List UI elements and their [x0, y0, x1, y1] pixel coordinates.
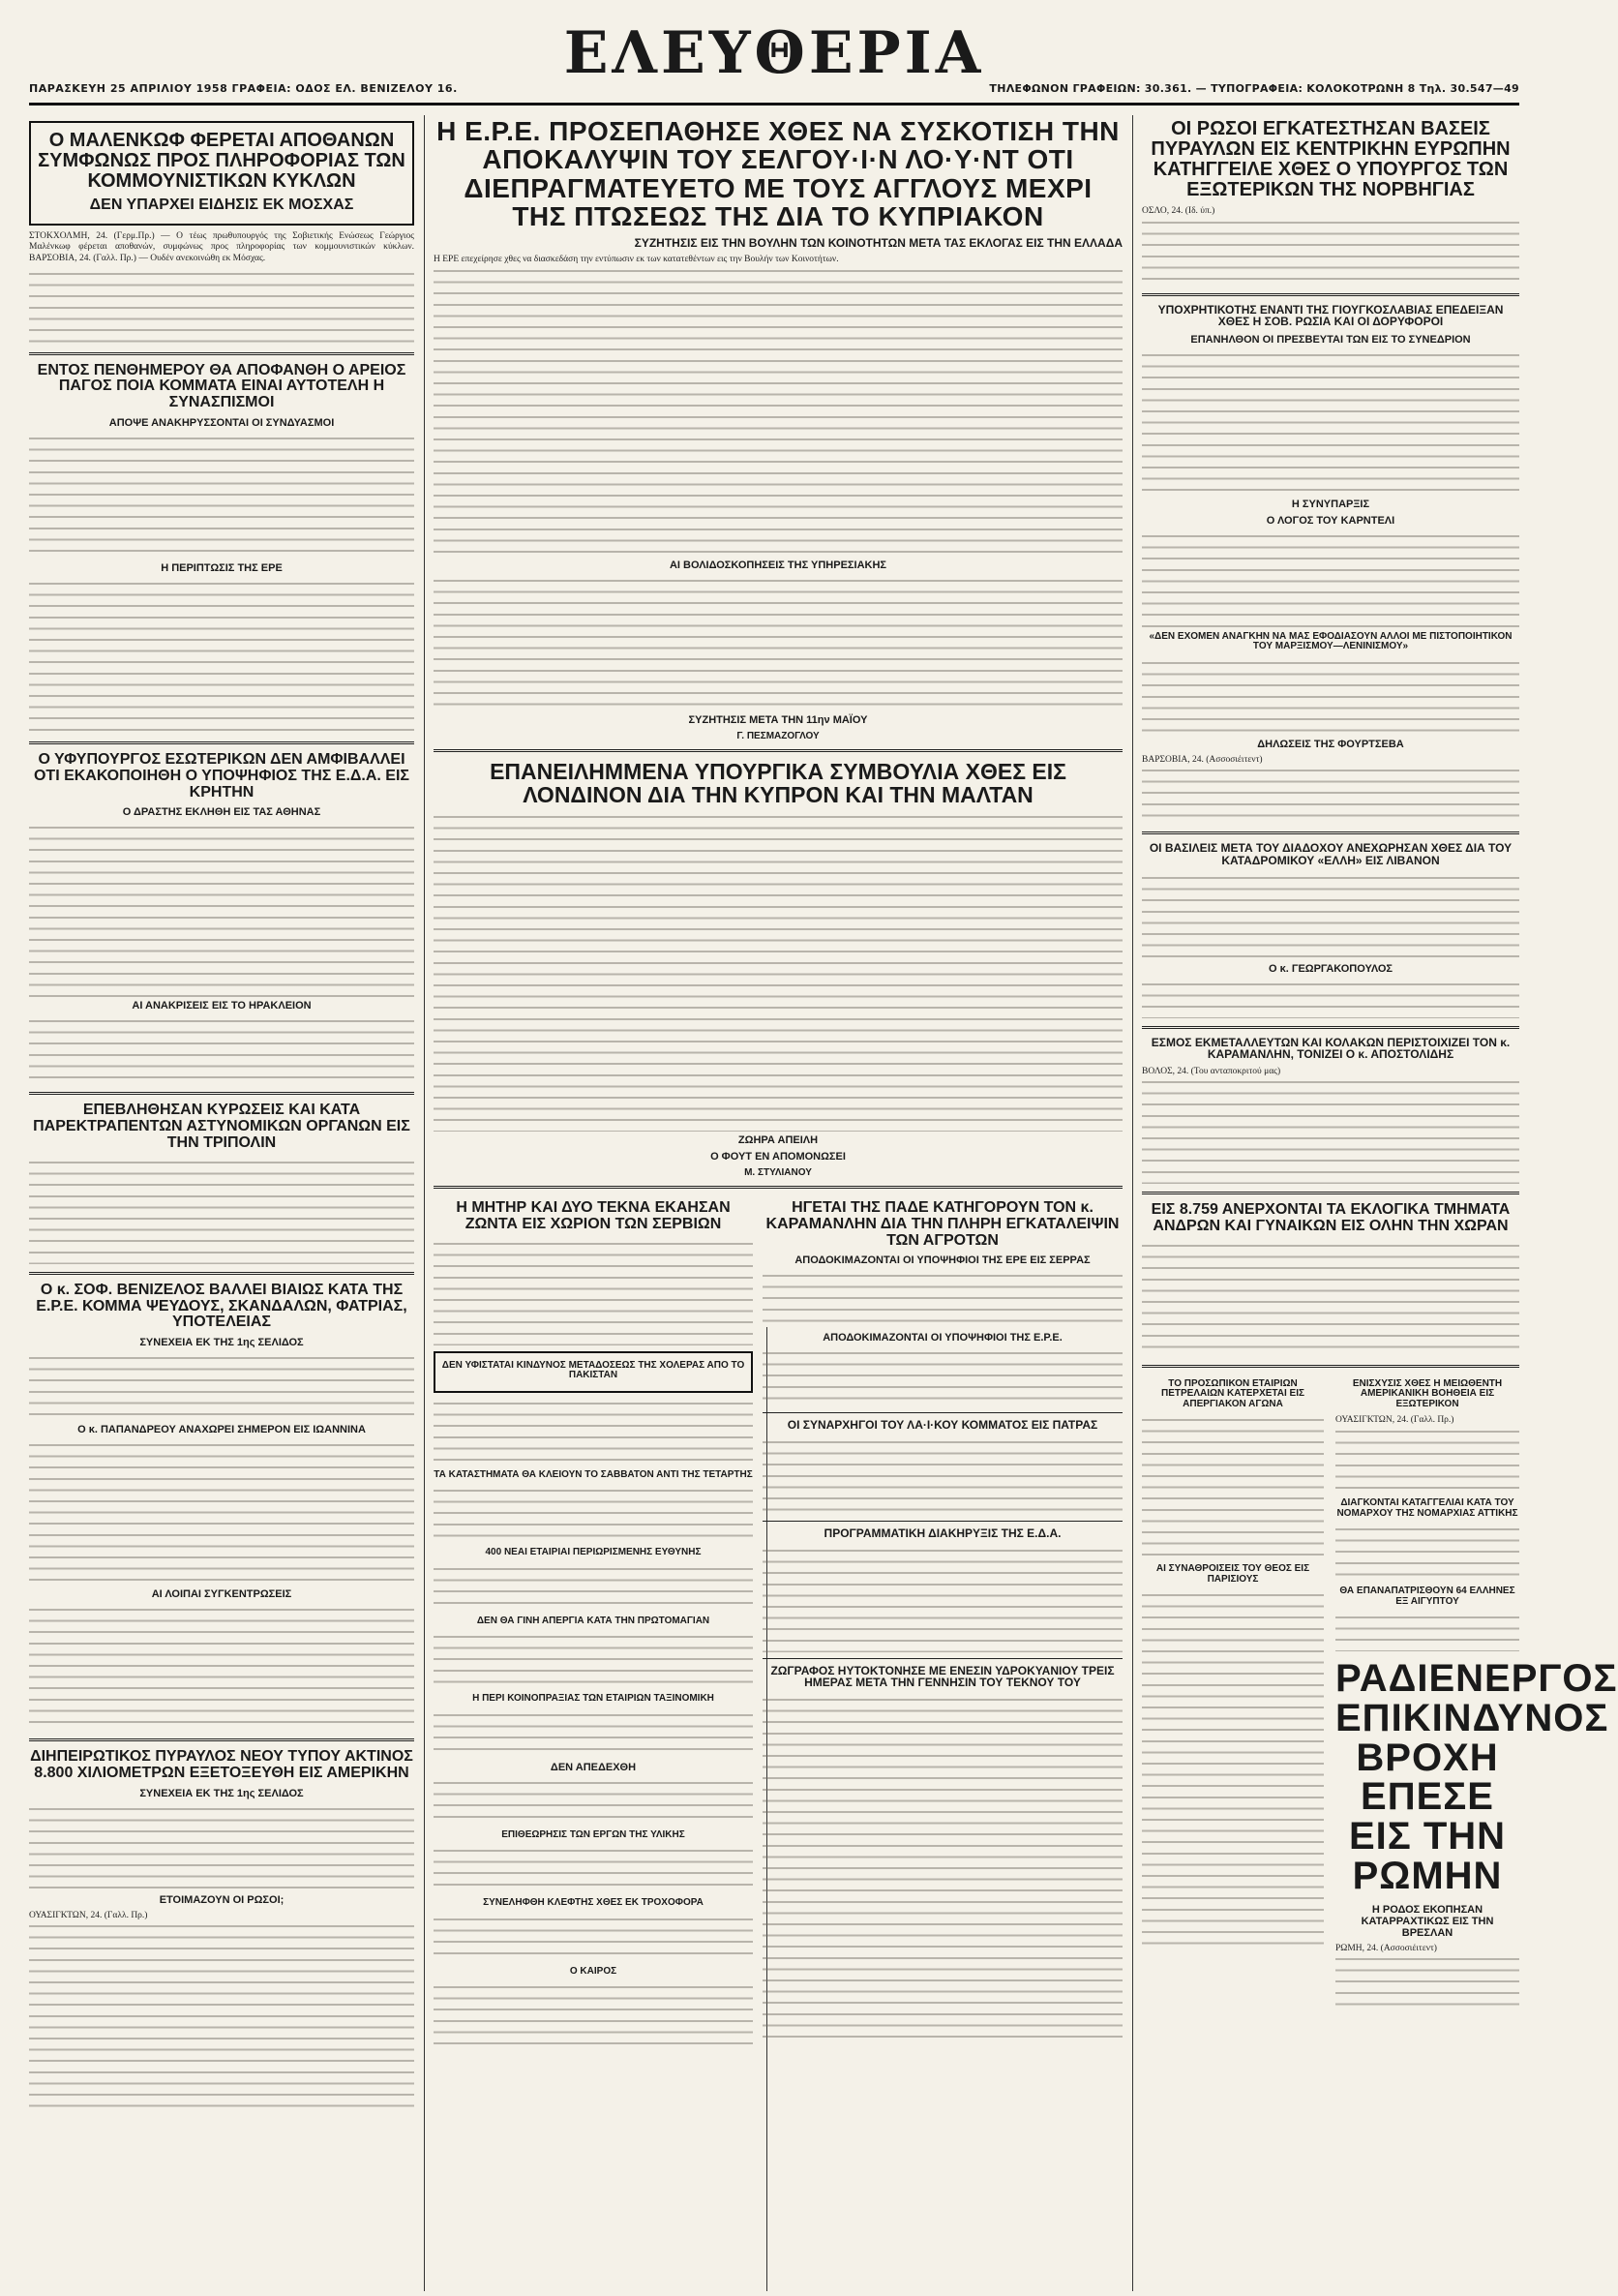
subheadline: ΕΠΑΝΗΛΘΟΝ ΟΙ ΠΡΕΣΒΕΥΤΑΙ ΤΩΝ ΕΙΣ ΤΟ ΣΥΝΕΔΡΙΟΝ [1190, 333, 1471, 346]
phone-numbers: ΤΗΛΕΦΩΝΟΝ ΓΡΑΦΕΙΩΝ: 30.361. — ΤΥΠΟΓΡΑΦΕΙΑ: ΚΟΛΟΚΟΤΡΩΝΗ 8 Τηλ. 30.547—49 [989, 82, 1519, 95]
center-lower-left [434, 1196, 753, 2050]
dateline: ΒΑΡΣΟΒΙΑ, 24. (Ασσοσιέιτεντ) [1142, 754, 1263, 765]
headline-inspection: ΕΠΙΘΕΩΡΗΣΙΣ ΤΩΝ ΕΡΓΩΝ ΤΗΣ ΥΛΙΚΗΣ [501, 1828, 685, 1840]
article-body [29, 1921, 414, 2115]
headline-cholera: ΔΕΝ ΥΦΙΣΤΑΤΑΙ ΚΙΝΔΥΝΟΣ ΜΕΤΑΔΟΣΕΩΣ ΤΗΣ ΧΟΛΕΡΑΣ ΑΠΟ ΤΟ ΠΑΚΙΣΤΑΝ [441, 1359, 745, 1381]
article-body [434, 812, 1123, 1132]
headline-missile: ΔΙΗΠΕΙΡΩΤΙΚΟΣ ΠΥΡΑΥΛΟΣ ΝΕΟΥ ΤΥΠΟΥ ΑΚΤΙΝΟΣ 8.800 ΧΙΛΙΟΜΕΤΡΩΝ ΕΞΕΤΟΞΕΥΘΗ ΕΙΣ ΑΜΕΡΙΚΗΝ [30, 1748, 413, 1781]
headline-thief: ΣΥΝΕΛΗΦΘΗ ΚΛΕΦΤΗΣ ΧΘΕΣ ΕΚ ΤΡΟΧΟΦΟΡΑ [483, 1897, 704, 1909]
subheadline: ΖΩΗΡΑ ΑΠΕΙΛΗ [737, 1134, 819, 1147]
article-body [434, 1239, 753, 1345]
article-body [763, 1271, 1123, 1329]
dateline: ΟΣΛΟ, 24. (Ιδ. ύπ.) [1142, 206, 1215, 216]
article-body [1142, 980, 1519, 1018]
headline-eda: ΠΡΟΓΡΑΜΜΑΤΙΚΗ ΔΙΑΚΗΡΥΞΙΣ ΤΗΣ Ε.Δ.Α. [824, 1526, 1062, 1541]
headline-weather: Ο ΚΑΙΡΟΣ [569, 1965, 617, 1977]
subheadline-malenkov: ΔΕΝ ΥΠΑΡΧΕΙ ΕΙΔΗΣΙΣ ΕΚ ΜΟΣΧΑΣ [89, 196, 354, 213]
subheadline: ΕΤΟΙΜΑΖΟΥΝ ΟΙ ΡΩΣΟΙ; [159, 1893, 285, 1906]
article-body [1142, 531, 1519, 628]
headline-kings: ΟΙ ΒΑΣΙΛΕΙΣ ΜΕΤΑ ΤΟΥ ΔΙΑΔΟΧΟΥ ΑΝΕΧΩΡΗΣΑΝ ΧΘΕΣ ΔΙΑ ΤΟΥ ΚΑΤΑΔΡΟΜΙΚΟΥ «ΕΛΛΗ» ΕΙΣ ΛΙΒΑΝΟΝ [1149, 841, 1513, 867]
article-body [1335, 1954, 1519, 2012]
issue-date-address: ΠΑΡΑΣΚΕΥΗ 25 ΑΠΡΙΛΙΟΥ 1958 ΓΡΑΦΕΙΑ: ΟΔΟΣ ΕΛ. ΒΕΝΙΖΕΛΟΥ 16. [29, 82, 458, 95]
subheadline: ΑΠΟΔΟΚΙΜΑΖΟΝΤΑΙ ΟΙ ΥΠΟΨΗΦΙΟΙ ΤΗΣ ΕΡΕ ΕΙΣ ΣΕΡΡΑΣ [794, 1254, 1091, 1267]
subheadline: ΣΥΝΕΧΕΙΑ ΕΚ ΤΗΣ 1ης ΣΕΛΙΔΟΣ [139, 1337, 304, 1349]
headline-malenkov: Ο ΜΑΛΕΝΚΩΦ ΦΕΡΕΤΑΙ ΑΠΟΘΑΝΩΝ ΣΥΜΦΩΝΩΣ ΠΡΟΣ ΠΛΗΡΟΦΟΡΙΑΣ ΤΩΝ ΚΟΜΜΟΥΝΙΣΤΙΚΩΝ ΚΥΚΛΩΝ [38, 130, 405, 192]
byline: Μ. ΣΤΥΛΙΑΝΟΥ [744, 1167, 812, 1179]
subheadline: ΑΙ ΑΝΑΚΡΙΣΕΙΣ ΕΙΣ ΤΟ ΗΡΑΚΛΕΙΟΝ [132, 1000, 312, 1012]
main-subheadline: ΣΥΖΗΤΗΣΙΣ ΕΙΣ ΤΗΝ ΒΟΥΛΗΝ ΤΩΝ ΚΟΙΝΟΤΗΤΩΝ ΜΕΤΑ ΤΑΣ ΕΚΛΟΓΑΣ ΕΙΣ ΤΗΝ ΕΛΛΑΔΑ [634, 235, 1123, 250]
dateline: ΒΟΛΟΣ, 24. (Του ανταποκριτού μας) [1142, 1066, 1281, 1076]
center-lower [434, 1196, 1123, 2281]
article-body [29, 1440, 414, 1586]
subheadline: ΑΙ ΛΟΙΠΑΙ ΣΥΓΚΕΝΤΡΩΣΕΙΣ [151, 1588, 292, 1601]
byline: Γ. ΠΕΣΜΑΖΟΓΛΟΥ [736, 730, 820, 741]
main-lead: Η ΕΡΕ επεχείρησε χθες να διασκεδάση την εντύπωσιν εκ των κατατεθέντων εις την Βουλήν των Κοινοτήτων. [434, 255, 839, 265]
article-body [29, 1353, 414, 1421]
center-lower-right [763, 1196, 1123, 2043]
article-body [434, 1778, 753, 1827]
headline-crete: Ο ΥΦΥΠΟΥΡΓΟΣ ΕΣΩΤΕΡΙΚΩΝ ΔΕΝ ΑΜΦΙΒΑΛΛΕΙ ΟΤΙ ΕΚΑΚΟΠΟΙΗΘΗ Ο ΥΠΟΨΗΦΙΟΣ ΤΗΣ Ε.Δ.Α. ΕΙΣ ΚΡΗΤΗΝ [33, 750, 410, 801]
article-body [1335, 1613, 1519, 1651]
subheadline: Η ΠΕΡΙΠΤΩΣΙΣ ΤΗΣ ΕΡΕ [161, 561, 283, 574]
headline-nomarch: ΔΙΑΓΚΟΝΤΑΙ ΚΑΤΑΓΓΕΛΙΑΙ ΚΑΤΑ ΤΟΥ ΝΟΜΑΡΧΟΥ ΤΗΣ ΝΟΜΑΡΧΙΑΣ ΑΤΤΙΚΗΣ [1336, 1497, 1518, 1519]
article-body [1142, 873, 1519, 960]
article-body [1335, 1525, 1519, 1583]
article-body [763, 1348, 1123, 1406]
article-body [29, 269, 414, 345]
center-column [434, 115, 1123, 2291]
headline-companies: 400 ΝΕΑΙ ΕΤΑΙΡΙΑΙ ΠΕΡΙΩΡΙΣΜΕΝΗΣ ΕΥΘΥΝΗΣ [485, 1547, 702, 1558]
article-body [1335, 1427, 1519, 1495]
subheadline: ΣΥΖΗΤΗΣΙΣ ΜΕΤΑ ΤΗΝ 11ην ΜΑΪΟΥ [688, 713, 868, 726]
article-body [434, 1486, 753, 1544]
subheadline: Ο κ. ΓΕΩΡΓΑΚΟΠΟΥΛΟΣ [1268, 962, 1393, 975]
column-rule [1132, 115, 1133, 2291]
headline-strike: ΔΕΝ ΘΑ ΓΙΝΗ ΑΠΕΡΓΙΑ ΚΑΤΑ ΤΗΝ ΠΡΩΤΟΜΑΓΙΑΝ [476, 1615, 710, 1626]
subheadline: Ο ΛΟΓΟΣ ΤΟΥ ΚΑΡΝΤΕΛΙ [1266, 514, 1395, 527]
headline-aid: ΕΝΙΣΧΥΣΙΣ ΧΘΕΣ Η ΜΕΙΩΘΕΝΤΗ ΑΜΕΡΙΚΑΝΙΚΗ ΒΟΗΘΕΙΑ ΕΙΣ ΕΞΩΤΕΡΙΚΟΝ [1352, 1377, 1503, 1409]
headline-cabinet: ΕΠΑΝΕΙΛΗΜΜΕΝΑ ΥΠΟΥΡΓΙΚΑ ΣΥΜΒΟΥΛΙΑ ΧΘΕΣ ΕΙΣ ΛΟΝΔΙΝΟΝ ΔΙΑ ΤΗΝ ΚΥΠΡΟΝ ΚΑΙ ΤΗΝ ΜΑΛΤΑΝ [490, 758, 1066, 807]
article-body [1142, 1590, 1324, 1949]
headline-shops: ΤΑ ΚΑΤΑΣΤΗΜΑΤΑ ΘΑ ΚΛΕΙΟΥΝ ΤΟ ΣΑΒΒΑΤΟΝ ΑΝΤΙ ΤΗΣ ΤΕΤΑΡΤΗΣ [434, 1468, 753, 1480]
subheadline: Ο κ. ΠΑΠΑΝΔΡΕΟΥ ΑΝΑΧΩΡΕΙ ΣΗΜΕΡΟΝ ΕΙΣ ΙΩΑΝΝΙΝΑ [77, 1424, 366, 1436]
subheadline: Η ΣΥΝΥΠΑΡΞΙΣ [1291, 498, 1370, 510]
article-body [1142, 766, 1519, 824]
headline-taxi: Η ΠΕΡΙ ΚΟΙΝΟΠΡΑΞΙΑΣ ΤΩΝ ΕΤΑΙΡΙΩΝ ΤΑΞΙΝΟΜΙΚΗ [472, 1693, 714, 1705]
subheadline: ΔΗΛΩΣΕΙΣ ΤΗΣ ΦΟΥΡΤΣΕΒΑ [1257, 738, 1404, 750]
subheadline: ΣΥΝΕΧΕΙΑ ΕΚ ΤΗΣ 1ης ΣΕΛΙΔΟΣ [139, 1787, 304, 1799]
article-text: ΣΤΟΚΧΟΛΜΗ, 24. (Γερμ.Πρ.) — Ο τέως πρωθυπουργός της Σοβιετικής Ενώσεως Γεώργιος Μαλένκωφ φέρεται αποθανών, συμφώνως προς πληροφορίας των κομμουνιστικών κύκλων. ΒΑΡΣΟΒΙΑ, 24. (Γαλλ. Πρ.) — Ουδέν ανεκοινώθη εκ Μόσχας. [29, 230, 414, 263]
dateline: ΡΩΜΗ, 24. (Ασσοσιέιτεντ) [1335, 1943, 1437, 1953]
headline-mother-children: Η ΜΗΤΗΡ ΚΑΙ ΔΥΟ ΤΕΚΝΑ ΕΚΑΗΣΑΝ ΖΩΝΤΑ ΕΙΣ ΧΩΡΙΟΝ ΤΩΝ ΣΕΡΒΙΩΝ [456, 1199, 731, 1232]
headline-patras: ΟΙ ΣΥΝΑΡΧΗΓΟΙ ΤΟΥ ΛΑ·Ι·ΚΟΥ ΚΟΜΜΑΤΟΣ ΕΙΣ ΠΑΤΡΑΣ [787, 1418, 1098, 1433]
main-article-body [434, 576, 1123, 711]
subheadline: ΑΠΟΨΕ ΑΝΑΚΗΡΥΣΣΟΝΤΑΙ ΟΙ ΣΥΝΔΥΑΣΜΟΙ [108, 416, 335, 429]
headline-venizelos: Ο κ. ΣΟΦ. ΒΕΝΙΖΕΛΟΣ ΒΑΛΛΕΙ ΒΙΑΙΩΣ ΚΑΤΑ ΤΗΣ Ε.Ρ.Ε. ΚΟΜΜΑ ΨΕΥΔΟΥΣ, ΣΚΑΝΔΑΛΩΝ, ΦΑΤΡΙΑΣ, ΥΠΟΤΕΛΕΙΑΣ [36, 1281, 407, 1331]
article-malenkov [29, 121, 414, 226]
article-body [434, 1564, 753, 1613]
article-body [434, 1982, 753, 2050]
masthead [29, 14, 1519, 106]
article-body [434, 1399, 753, 1466]
headline-yugoslavia: ΥΠΟΧΡΗΤΙΚΟΤΗΣ ΕΝΑΝΤΙ ΤΗΣ ΓΙΟΥΓΚΟΣΛΑΒΙΑΣ ΕΠΕΔΕΙΞΑΝ ΧΘΕΣ Η ΣΟΒ. ΡΩΣΙΑ ΚΑΙ ΟΙ ΔΟΡΥΦΟΡΟΙ [1157, 302, 1504, 329]
article-body [434, 1710, 753, 1759]
right-lower-right [1335, 1375, 1618, 2012]
right-lower-left [1142, 1375, 1324, 1949]
main-headline: Η Ε.Ρ.Ε. ΠΡΟΣΕΠΑΘΗΣΕ ΧΘΕΣ ΝΑ ΣΥΣΚΟΤΙΣΗ ΤΗΝ ΑΠΟΚΑΛΥΨΙΝ ΤΟΥ ΣΕΛΓΟΥ·Ι·Ν ΛΟ·Υ·ΝΤ ΟΤΙ ΔΙΕΠΡΑΓΜΑΤΕΥΕΤΟ ΜΕ ΤΟΥΣ ΑΓΓΛΟΥΣ ΜΕΧΡΙ ΤΗΣ ΠΤΩΣΕΩΣ ΤΗΣ ΔΙΑ ΤΟ ΚΥΠΡΙΑΚΟΝ [436, 116, 1120, 232]
subheadline: Η ΡΟΔΟΣ ΕΚΟΠΗΣΑΝ ΚΑΤΑΡΡΑΧΤΙΚΩΣ ΕΙΣ ΤΗΝ ΒΡΕΣΛΑΝ [1361, 1903, 1494, 1939]
headline-apostolidis: ΕΣΜΟΣ ΕΚΜΕΤΑΛΛΕΥΤΩΝ ΚΑΙ ΚΟΛΑΚΩΝ ΠΕΡΙΣΤΟΙΧΙΖΕΙ ΤΟΝ κ. ΚΑΡΑΜΑΝΛΗΝ, ΤΟΝΙΖΕΙ Ο κ. ΑΠΟΣΤΟΛΙΔΗΣ [1151, 1035, 1511, 1062]
newspaper-title: ΕΛΕΥΘΕΡΙΑ [563, 19, 985, 87]
subheadline: ΔΕΝ ΑΠΕΔΕΧΘΗ [550, 1761, 637, 1773]
article-body [29, 1605, 414, 1731]
article-body [29, 823, 414, 997]
headline-election-sections: ΕΙΣ 8.759 ΑΝΕΡΧΟΝΤΑΙ ΤΑ ΕΚΛΟΓΙΚΑ ΤΜΗΜΑΤΑ ΑΝΔΡΩΝ ΚΑΙ ΓΥΝΑΙΚΩΝ ΕΙΣ ΟΛΗΝ ΤΗΝ ΧΩΡΑΝ [1151, 1201, 1511, 1235]
dateline: ΟΥΑΣΙΓΚΤΩΝ, 24. (Γαλλ. Πρ.) [1335, 1415, 1454, 1426]
headline-padE: ΗΓΕΤΑΙ ΤΗΣ ΠΑΔΕ ΚΑΤΗΓΟΡΟΥΝ ΤΟΝ κ. ΚΑΡΑΜΑΝΛΗΝ ΔΙΑ ΤΗΝ ΠΛΗΡΗ ΕΓΚΑΤΑΛΕΙΨΙΝ ΤΩΝ ΑΓΡΟΤΩΝ [765, 1199, 1120, 1249]
article-body [29, 434, 414, 559]
article-body [763, 1437, 1123, 1515]
article-body [1142, 218, 1519, 286]
article-body [1142, 1415, 1324, 1560]
article-body [763, 1695, 1123, 2043]
article-body [29, 1016, 414, 1084]
dateline: ΟΥΑΣΙΓΚΤΩΝ, 24. (Γαλλ. Πρ.) [29, 1910, 148, 1920]
article-body [763, 1546, 1123, 1652]
subheadline: ΑΠΟΔΟΚΙΜΑΖΟΝΤΑΙ ΟΙ ΥΠΟΨΗΦΙΟΙ ΤΗΣ Ε.Ρ.Ε. [823, 1332, 1063, 1344]
headline-oil-strike: ΤΟ ΠΡΟΣΩΠΙΚΟΝ ΕΤΑΙΡΙΩΝ ΠΕΤΡΕΛΑΙΩΝ ΚΑΤΕΡΧΕΤΑΙ ΕΙΣ ΑΠΕΡΓΙΑΚΟΝ ΑΓΩΝΑ [1160, 1377, 1305, 1409]
main-article-body [434, 266, 1123, 557]
article-body [1142, 1077, 1519, 1184]
subheadline: ΑΙ ΒΟΛΙΔΟΣΚΟΠΗΣΕΙΣ ΤΗΣ ΥΠΗΡΕΣΙΑΚΗΣ [669, 559, 887, 571]
article-body [434, 1632, 753, 1690]
article-body [29, 579, 414, 734]
column-rule [424, 115, 425, 2291]
right-column [1142, 115, 1618, 2291]
article-body [434, 1915, 753, 1963]
headline-theos: ΑΙ ΣΥΝΑΘΡΟΙΣΕΙΣ ΤΟΥ ΘΕΟΣ ΕΙΣ ΠΑΡΙΣΙΟΥΣ [1155, 1563, 1310, 1585]
subheadline: Ο ΔΡΑΣΤΗΣ ΕΚΛΗΘΗ ΕΙΣ ΤΑΣ ΑΘΗΝΑΣ [122, 806, 321, 819]
headline-areios-pagos: ΕΝΤΟΣ ΠΕΝΘΗΜΕΡΟΥ ΘΑ ΑΠΟΦΑΝΘΗ Ο ΑΡΕΙΟΣ ΠΑΓΟΣ ΠΟΙΑ ΚΟΜΜΑΤΑ ΕΙΝΑΙ ΑΥΤΟΤΕΛΗ Η ΣΥΝΑΣΠΙΣΜΟΙ [37, 361, 406, 411]
subheadline: Ο ΦΟΥΤ ΕΝ ΑΠΟΜΟΝΩΣΕΙ [710, 1151, 846, 1163]
article-body [29, 1804, 414, 1891]
article-body [29, 1158, 414, 1264]
headline-radioactive-rain: ΡΑΔΙΕΝΕΡΓΟΣ ΕΠΙΚΙΝΔΥΝΟΣ ΒΡΟΧΗ ΕΠΕΣΕ ΕΙΣ ΤΗΝ ΡΩΜΗΝ [1335, 1657, 1618, 1898]
article-body [1142, 658, 1519, 736]
headline-soviet-missiles: ΟΙ ΡΩΣΟΙ ΕΓΚΑΤΕΣΤΗΣΑΝ ΒΑΣΕΙΣ ΠΥΡΑΥΛΩΝ ΕΙΣ ΚΕΝΤΡΙΚΗΝ ΕΥΡΩΠΗΝ ΚΑΤΗΓΓΕΙΛΕ ΧΘΕΣ Ο ΥΠΟΥΡΓΟΣ ΤΩΝ ΕΞΩΤΕΡΙΚΩΝ ΤΗΣ ΝΟΡΒΗΓΙΑΣ [1151, 118, 1511, 200]
headline-egypt: ΘΑ ΕΠΑΝΑΠΑΤΡΙΣΘΟΥΝ 64 ΕΛΛΗΝΕΣ ΕΞ ΑΙΓΥΠΤΟΥ [1339, 1586, 1515, 1607]
headline-tripoli: ΕΠΕΒΛΗΘΗΣΑΝ ΚΥΡΩΣΕΙΣ ΚΑΙ ΚΑΤΑ ΠΑΡΕΚΤΡΑΠΕΝΤΩΝ ΑΣΤΥΝΟΜΙΚΩΝ ΟΡΓΑΝΩΝ ΕΙΣ ΤΗΝ ΤΡΙΠΟΛΙΝ [33, 1102, 410, 1151]
article-body [1142, 350, 1519, 496]
left-column [29, 115, 414, 2291]
headline-marxism: «ΔΕΝ ΕΧΟΜΕΝ ΑΝΑΓΚΗΝ ΝΑ ΜΑΣ ΕΦΟΔΙΑΣΟΥΝ ΑΛΛΟΙ ΜΕ ΠΙΣΤΟΠΟΙΗΤΙΚΟΝ ΤΟΥ ΜΑΡΞΙΣΜΟΥ—ΛΕΝΙΝΙΣΜΟΥ» [1149, 630, 1513, 652]
columns [29, 106, 1618, 2291]
article-body [1142, 1241, 1519, 1357]
right-lower [1142, 1375, 1618, 1956]
headline-painter: ΖΩΓΡΑΦΟΣ ΗΥΤΟΚΤΟΝΗΣΕ ΜΕ ΕΝΕΣΙΝ ΥΔΡΟΚΥΑΝΙΟΥ ΤΡΕΙΣ ΗΜΕΡΑΣ ΜΕΤΑ ΤΗΝ ΓΕΝΝΗΣΙΝ ΤΟΥ ΤΕΚΝΟΥ ΤΟΥ [770, 1663, 1115, 1690]
article-body [434, 1846, 753, 1894]
